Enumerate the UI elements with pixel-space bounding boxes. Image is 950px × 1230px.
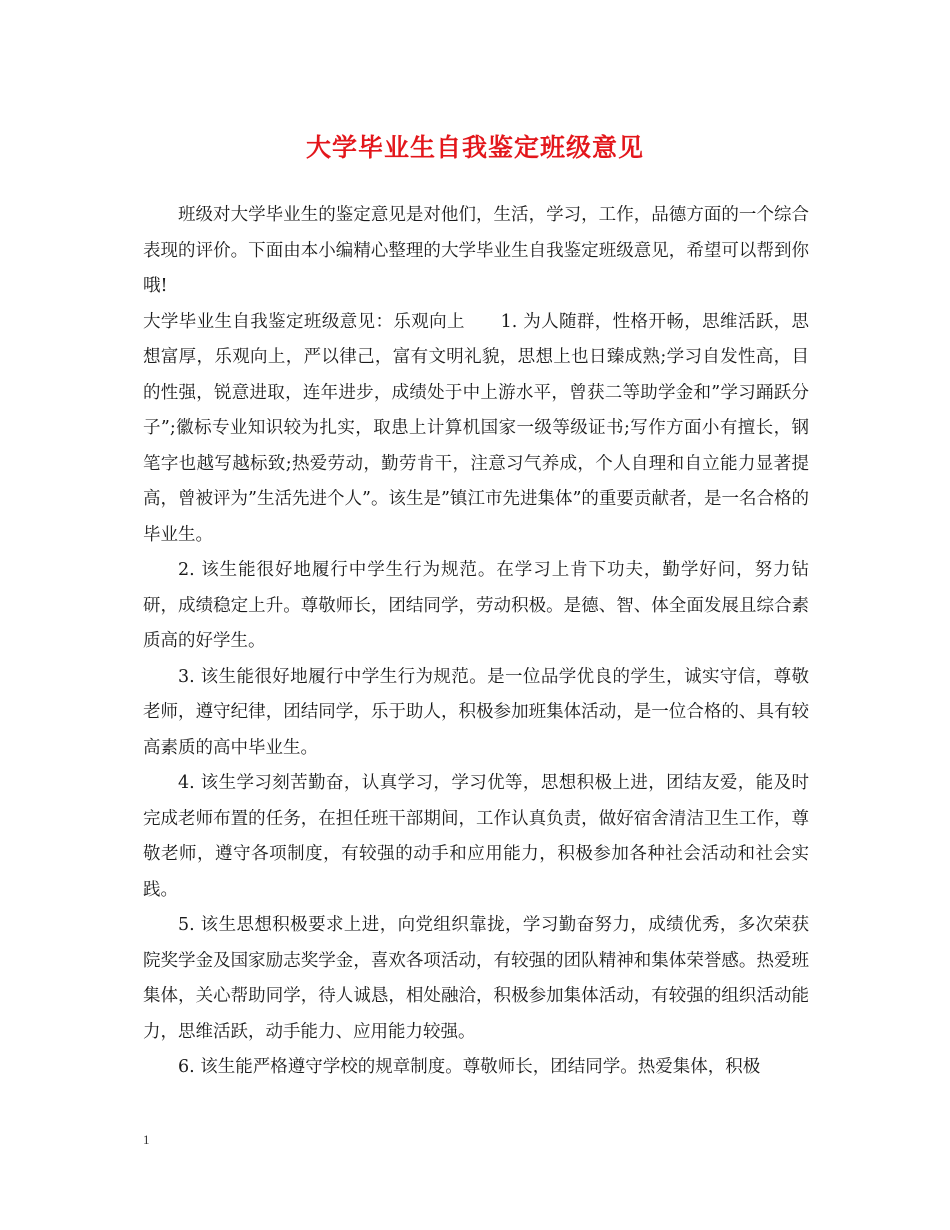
page-number: 1 — [143, 1132, 150, 1147]
document-body — [143, 198, 809, 1086]
paragraph-item-4: 4. 该生学习刻苦勤奋，认真学习，学习优等，思想积极上进，团结友爱，能及时完成老师布置的任务，在担任班干部期间，工作认真负责，做好宿舍清洁卫生工作，尊敬老师，遵守各项制度，有较强的动手和应用能力，积极参加各种社会活动和社会实践。 — [143, 773, 809, 900]
paragraph-item-3: 3. 该生能很好地履行中学生行为规范。是一位品学优良的学生，诚实守信，尊敬老师，遵守纪律，团结同学，乐于助人，积极参加班集体活动，是一位合格的、具有较高素质的高中毕业生。 — [143, 666, 809, 758]
paragraph-item-5: 5. 该生思想积极要求上进，向党组织靠拢，学习勤奋努力，成绩优秀，多次荣获院奖学金及国家励志奖学金，喜欢各项活动，有较强的团队精神和集体荣誉感。热爱班集体，关心帮助同学，待人诚恳，相处融洽，积极参加集体活动，有较强的组织活动能力，思维活跃，动手能力、应用能力较强。 — [143, 915, 809, 1042]
paragraph-intro: 班级对大学毕业生的鉴定意见是对他们，生活，学习，工作，品德方面的一个综合表现的评价。下面由本小编精心整理的大学毕业生自我鉴定班级意见，希望可以帮到你哦! — [143, 205, 809, 296]
paragraph-item-1: 大学毕业生自我鉴定班级意见：乐观向上 1. 为人随群，性格开畅，思维活跃，思想富厚，乐观向上，严以律己，富有文明礼貌，思想上也日臻成熟;学习自发性高，目的性强，锐意进取，连年进步，成绩处于中上游水平，曾获二等助学金和”学习踊跃分子”;徽标专业知识较为扎实，取患上计算机国家一级等级证书;写作方面小有擅长，钢笔字也越写越标致;热爱劳动，勤劳肯干，注意习气养成，个人自理和自立能力显著提高，曾被评为”生活先进个人”。该生是”镇江市先进集体”的重要贡献者，是一名合格的毕业生。 — [143, 311, 809, 545]
document-title: 大学毕业生自我鉴定班级意见 — [305, 133, 644, 162]
paragraph-item-2: 2. 该生能很好地履行中学生行为规范。在学习上肯下功夫，勤学好问，努力钻研，成绩稳定上升。尊敬师长，团结同学，劳动积极。是德、智、体全面发展且综合素质高的好学生。 — [143, 560, 809, 651]
paragraph-item-6: 6. 该生能严格遵守学校的规章制度。尊敬师长，团结同学。热爱集体，积极 — [178, 1057, 761, 1077]
